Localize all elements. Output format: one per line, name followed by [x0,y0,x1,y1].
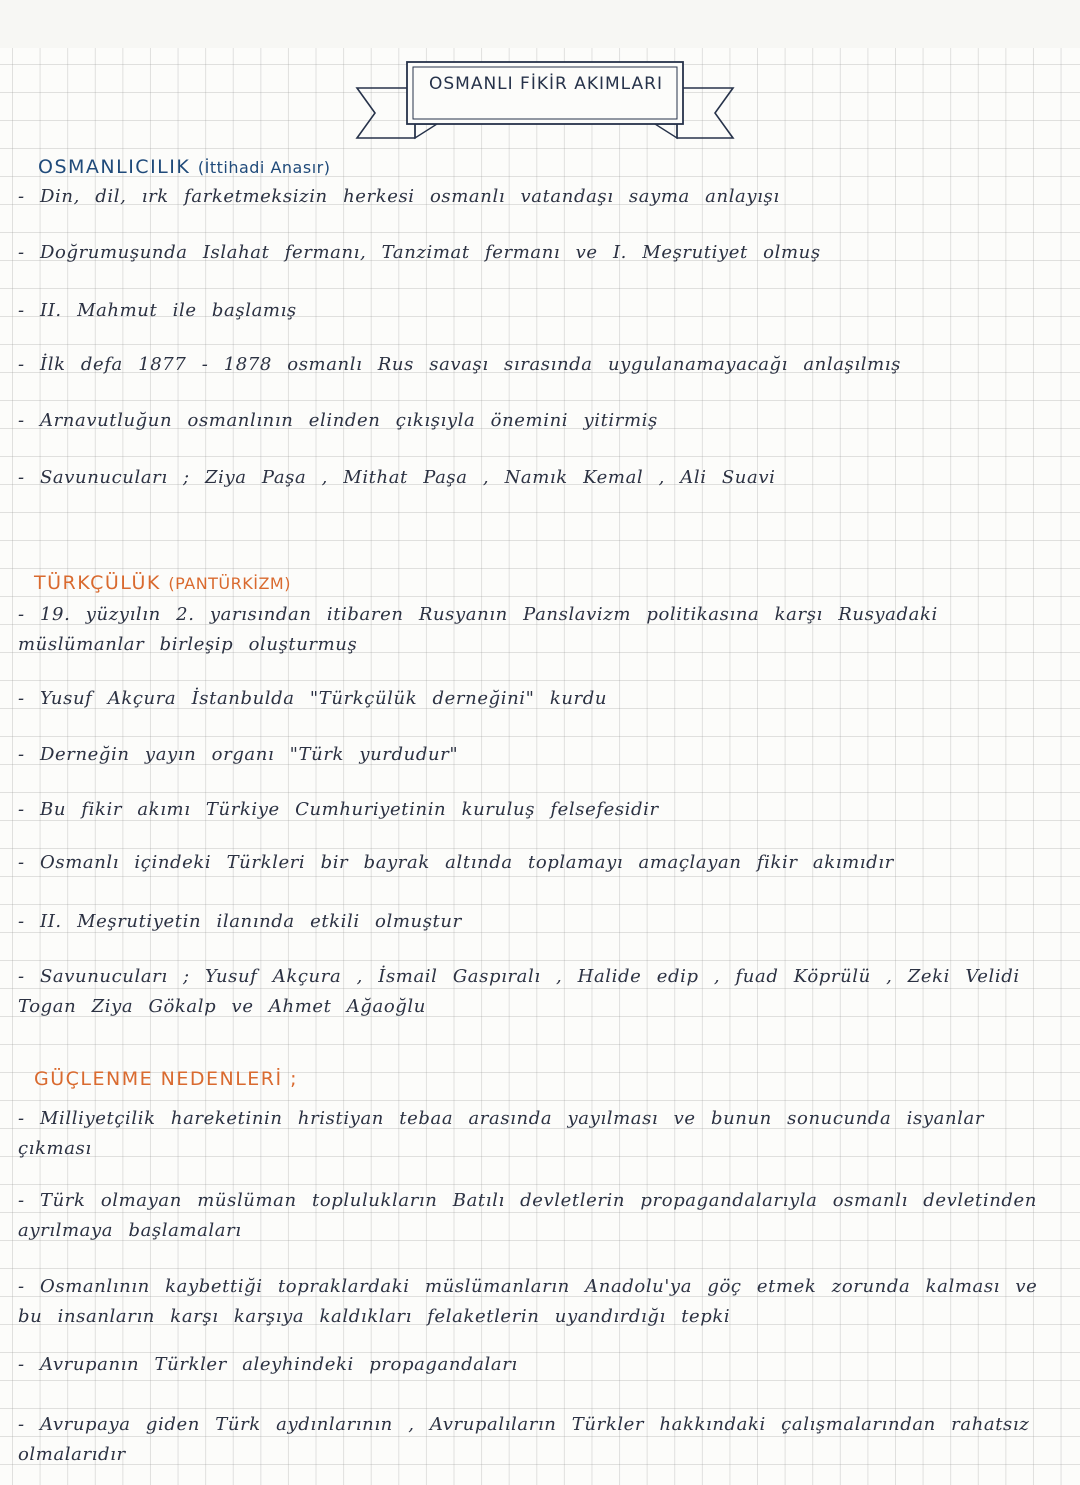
list-item: - Derneğin yayın organı "Türk yurdudur" [18,744,459,765]
title-banner [355,58,735,148]
list-item: - Milliyetçilik hareketinin hristiyan tebaa arasında yayılması ve bunun sonucunda isyanlar çıkması [18,1108,985,1159]
section-heading-guclenme-nedenleri [34,1068,298,1090]
section-heading-text: OSMANLICILIK [38,156,191,178]
section-heading-turkculuk [34,572,291,594]
ribbon-icon [355,58,735,148]
list-item: - Din, dil, ırk farketmeksizin herkesi osmanlı vatandaşı sayma anlayışı [18,186,780,207]
list-item: - Türk olmayan müslüman toplulukların Batılı devletlerin propagandalarıyla osmanlı devletinden ayrılmaya başlamaları [18,1190,1037,1241]
list-item: - II. Meşrutiyetin ilanında etkili olmuştur [18,911,462,932]
list-item: - Yusuf Akçura İstanbulda "Türkçülük derneğini" kurdu [18,688,608,709]
list-item: - Avrupaya giden Türk aydınlarının , Avrupalıların Türkler hakkındaki çalışmalarından rahatsız olmalarıdır [18,1414,1030,1465]
list-item: - İlk defa 1877 - 1878 osmanlı Rus savaşı sırasında uygulanamayacağı anlaşılmış [18,354,901,375]
list-item: - Savunucuları ; Ziya Paşa , Mithat Paşa , Namık Kemal , Ali Suavi [18,467,776,488]
section-heading-text: TÜRKÇÜLÜK [34,572,161,594]
list-item: - Osmanlı içindeki Türkleri bir bayrak altında toplamayı amaçlayan fikir akımıdır [18,852,894,873]
list-item: - Osmanlının kaybettiği topraklardaki müslümanların Anadolu'ya göç etmek zorunda kalması ve bu insanların karşı karşıya kaldıkları felaketlerin uyandırdığı tepki [18,1276,1038,1327]
page-title: OSMANLI FİKİR AKIMLARI [428,74,664,94]
list-item: - Doğrumuşunda Islahat fermanı, Tanzimat fermanı ve I. Meşrutiyet olmuş [18,242,821,263]
list-item: - II. Mahmut ile başlamış [18,300,297,321]
list-item: - Savunucuları ; Yusuf Akçura , İsmail Gaspıralı , Halide edip , fuad Köprülü , Zeki Velidi Togan Ziya Gökalp ve Ahmet Ağaoğlu [18,966,1020,1017]
section-heading-osmanlicilik [38,156,330,178]
list-item: - Avrupanın Türkler aleyhindeki propagandaları [18,1354,518,1375]
list-item: - 19. yüzyılın 2. yarısından itibaren Rusyanın Panslavizm politikasına karşı Rusyadaki müslümanlar birleşip oluşturmuş [18,604,938,655]
list-item: - Bu fikir akımı Türkiye Cumhuriyetinin kuruluş felsefesidir [18,799,659,820]
section-heading-suffix: ; [282,1068,299,1090]
section-heading-text: GÜÇLENME NEDENLERİ [34,1068,283,1090]
section-subheading: (İttihadi Anasır) [197,158,331,177]
section-subheading: (PANTÜRKİZM) [168,574,291,593]
list-item: - Arnavutluğun osmanlının elinden çıkışıyla önemini yitirmiş [18,410,658,431]
